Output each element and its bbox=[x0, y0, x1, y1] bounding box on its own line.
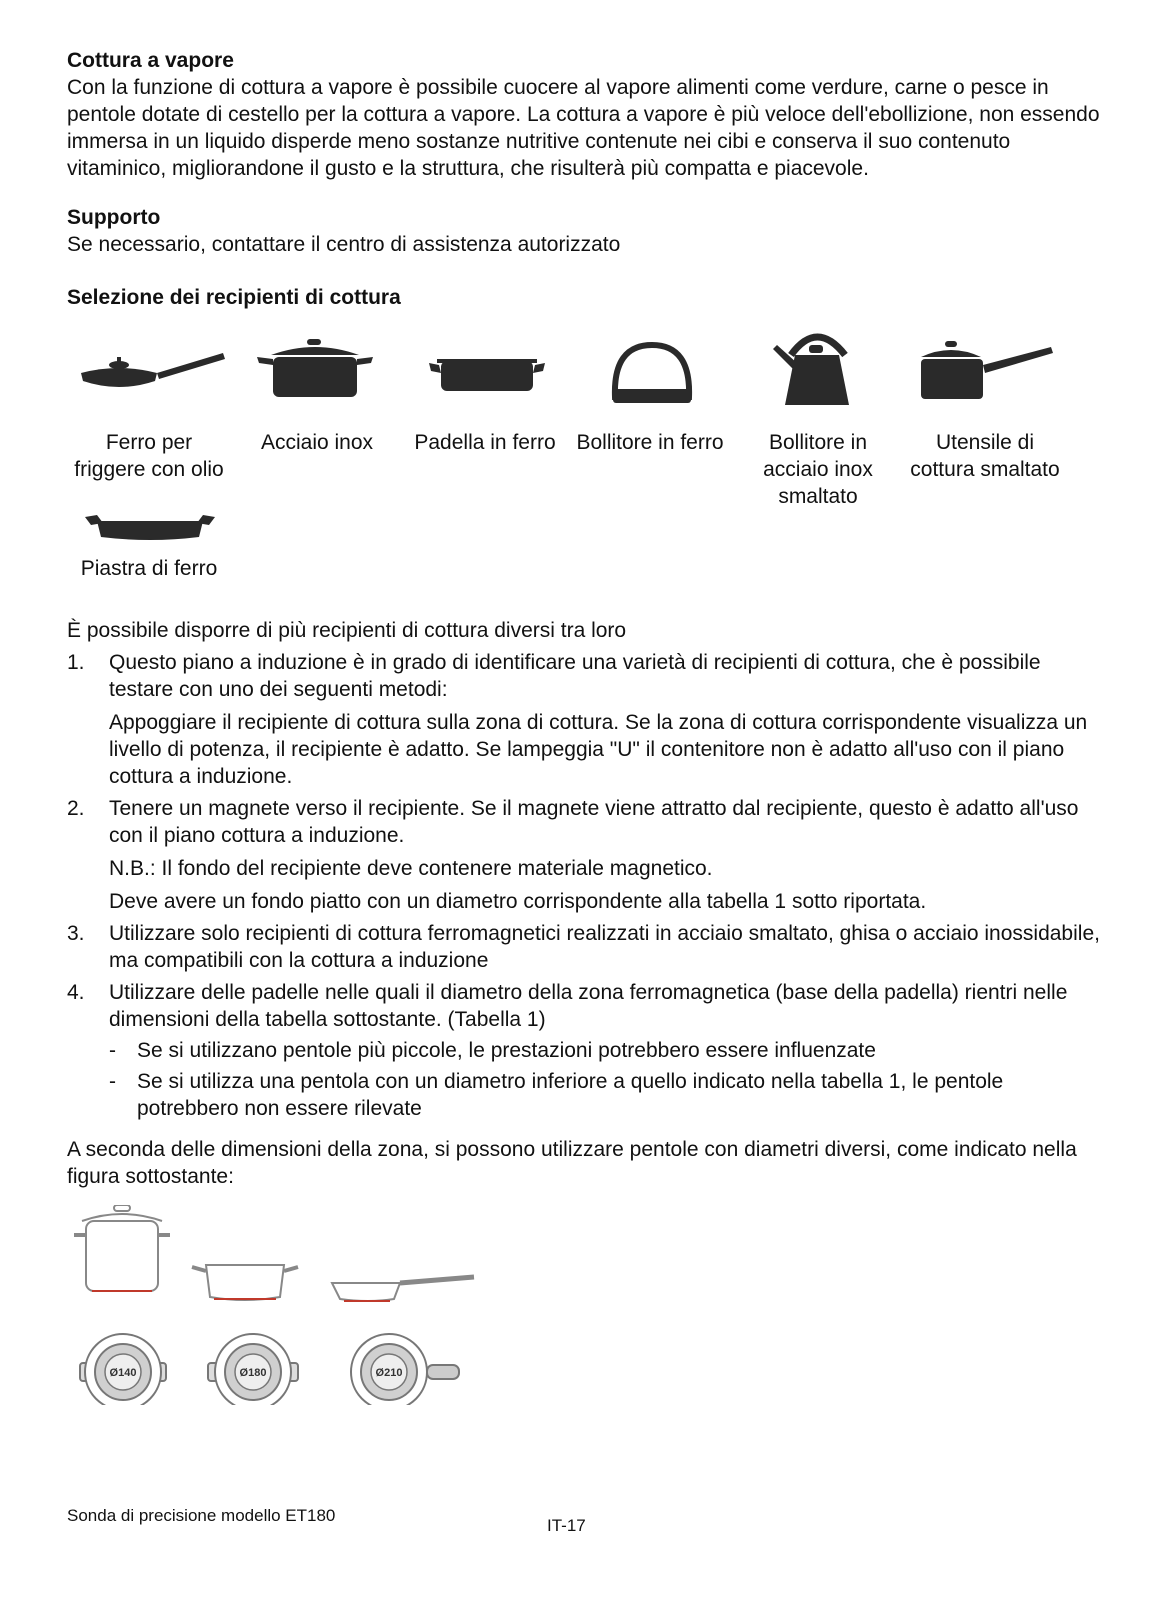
page-content bbox=[67, 47, 1107, 1190]
zone-210-topview bbox=[351, 1334, 459, 1405]
kettle-icon bbox=[767, 325, 867, 411]
page-number: IT-17 bbox=[547, 1516, 586, 1535]
list-text: Questo piano a induzione è in grado di identificare una varietà di recipienti di cottura, che è possibile testare con uno dei seguenti metodi: bbox=[109, 651, 1041, 701]
cookware-icons-row bbox=[67, 333, 1107, 423]
footer-model: Sonda di precisione modello ET180 bbox=[67, 1506, 336, 1525]
frying-pan-outline-icon bbox=[332, 1277, 474, 1301]
support-text: Se necessario, contattare il centro di assistenza autorizzato bbox=[67, 233, 621, 256]
steam-text: Con la funzione di cottura a vapore è possibile cuocere al vapore alimenti come verdure, carne o pesce in pentole dotate di cestello per la cottura a vapore. La cottura a vapore è più veloce dell'ebollizione, non essendo immersa in un liquido disperde meno sostanze nutritive contenute nei cibi e conserva il suo contenuto vitaminico, migliorandone il gusto e la struttura, che risulterà più compatta e piacevole. bbox=[67, 76, 1100, 180]
zone-diameter-label: Ø140 bbox=[109, 1367, 137, 1379]
zone-diameter-label: Ø210 bbox=[375, 1367, 403, 1379]
list-subtext: Deve avere un fondo piatto con un diametro corrispondente alla tabella 1 sotto riportata. bbox=[109, 890, 927, 913]
dash-list bbox=[109, 1037, 1107, 1122]
cookware-label: Bollitore in acciaio inox smaltato bbox=[763, 431, 873, 508]
list-text: Utilizzare solo recipienti di cottura ferromagnetici realizzati in acciaio smaltato, ghisa o acciaio inossidabile, ma compatibili con la cottura a induzione bbox=[109, 922, 1100, 972]
list-number: 3. bbox=[67, 922, 85, 945]
tall-pot-icon bbox=[74, 1205, 170, 1291]
list-subtext: Appoggiare il recipiente di cottura sulla zona di cottura. Se la zona di cottura corrispondente visualizza un livello di potenza, il recipiente è adatto. Se lampeggia "U" il contenitore non è adatto all'uso con il piano cottura a induzione. bbox=[109, 711, 1088, 788]
cookware-label: Acciaio inox bbox=[260, 431, 374, 454]
list-item bbox=[67, 795, 1107, 915]
dash-item bbox=[109, 1037, 1107, 1064]
dash-mark: - bbox=[109, 1039, 116, 1062]
zones-text: A seconda delle dimensioni della zona, si possono utilizzare pentole con diametri diversi, come indicato nella figura sottostante: bbox=[67, 1138, 1077, 1188]
shallow-pan-icon bbox=[427, 355, 547, 399]
list-item bbox=[67, 920, 1107, 974]
cookware-label: Ferro per friggere con olio bbox=[74, 431, 224, 481]
griddle-icon bbox=[83, 511, 217, 545]
list-text: Tenere un magnete verso il recipiente. Se il magnete viene attratto dal recipiente, questo è adatto all'uso con il piano cottura a induzione. bbox=[109, 797, 1079, 847]
cookware-labels-row bbox=[67, 429, 1107, 511]
casserole-icon bbox=[192, 1265, 298, 1300]
griddle-row bbox=[67, 511, 1107, 601]
pot-icon bbox=[255, 333, 375, 403]
dash-item bbox=[109, 1068, 1107, 1122]
cookware-label: Padella in ferro bbox=[414, 431, 556, 454]
dash-text: Se si utilizza una pentola con un diametro inferiore a quello indicato nella tabella 1, le pentole potrebbero non essere rilevate bbox=[137, 1070, 1004, 1120]
list-number: 1. bbox=[67, 651, 85, 674]
zones-figure bbox=[72, 1205, 502, 1405]
dash-mark: - bbox=[109, 1070, 116, 1093]
dash-text: Se si utilizzano pentole più piccole, le prestazioni potrebbero essere influenzate bbox=[137, 1039, 876, 1062]
list-text: Utilizzare delle padelle nelle quali il diametro della zona ferromagnetica (base della padella) rientri nelle dimensioni della tabella sottostante. (Tabella 1) bbox=[109, 981, 1068, 1031]
selection-heading: Selezione dei recipienti di cottura bbox=[67, 286, 401, 309]
steam-heading: Cottura a vapore bbox=[67, 49, 234, 72]
zones-illustration bbox=[72, 1205, 502, 1405]
list-number: 4. bbox=[67, 981, 85, 1004]
frying-pan-icon bbox=[77, 345, 227, 405]
kettle-dome-icon bbox=[607, 337, 697, 409]
list-subtext: N.B.: Il fondo del recipiente deve contenere materiale magnetico. bbox=[109, 857, 713, 880]
list-item bbox=[67, 979, 1107, 1122]
cookware-label: Bollitore in ferro bbox=[576, 431, 724, 454]
list-item bbox=[67, 649, 1107, 790]
selection-intro: È possibile disporre di più recipienti di cottura diversi tra loro bbox=[67, 619, 627, 642]
instructions-list bbox=[67, 649, 1107, 1122]
cookware-label: Piastra di ferro bbox=[80, 557, 218, 580]
saucepan-icon bbox=[915, 335, 1055, 405]
support-heading: Supporto bbox=[67, 206, 161, 229]
list-number: 2. bbox=[67, 797, 85, 820]
cookware-label: Utensile di cottura smaltato bbox=[910, 431, 1060, 481]
zone-diameter-label: Ø180 bbox=[239, 1367, 267, 1379]
